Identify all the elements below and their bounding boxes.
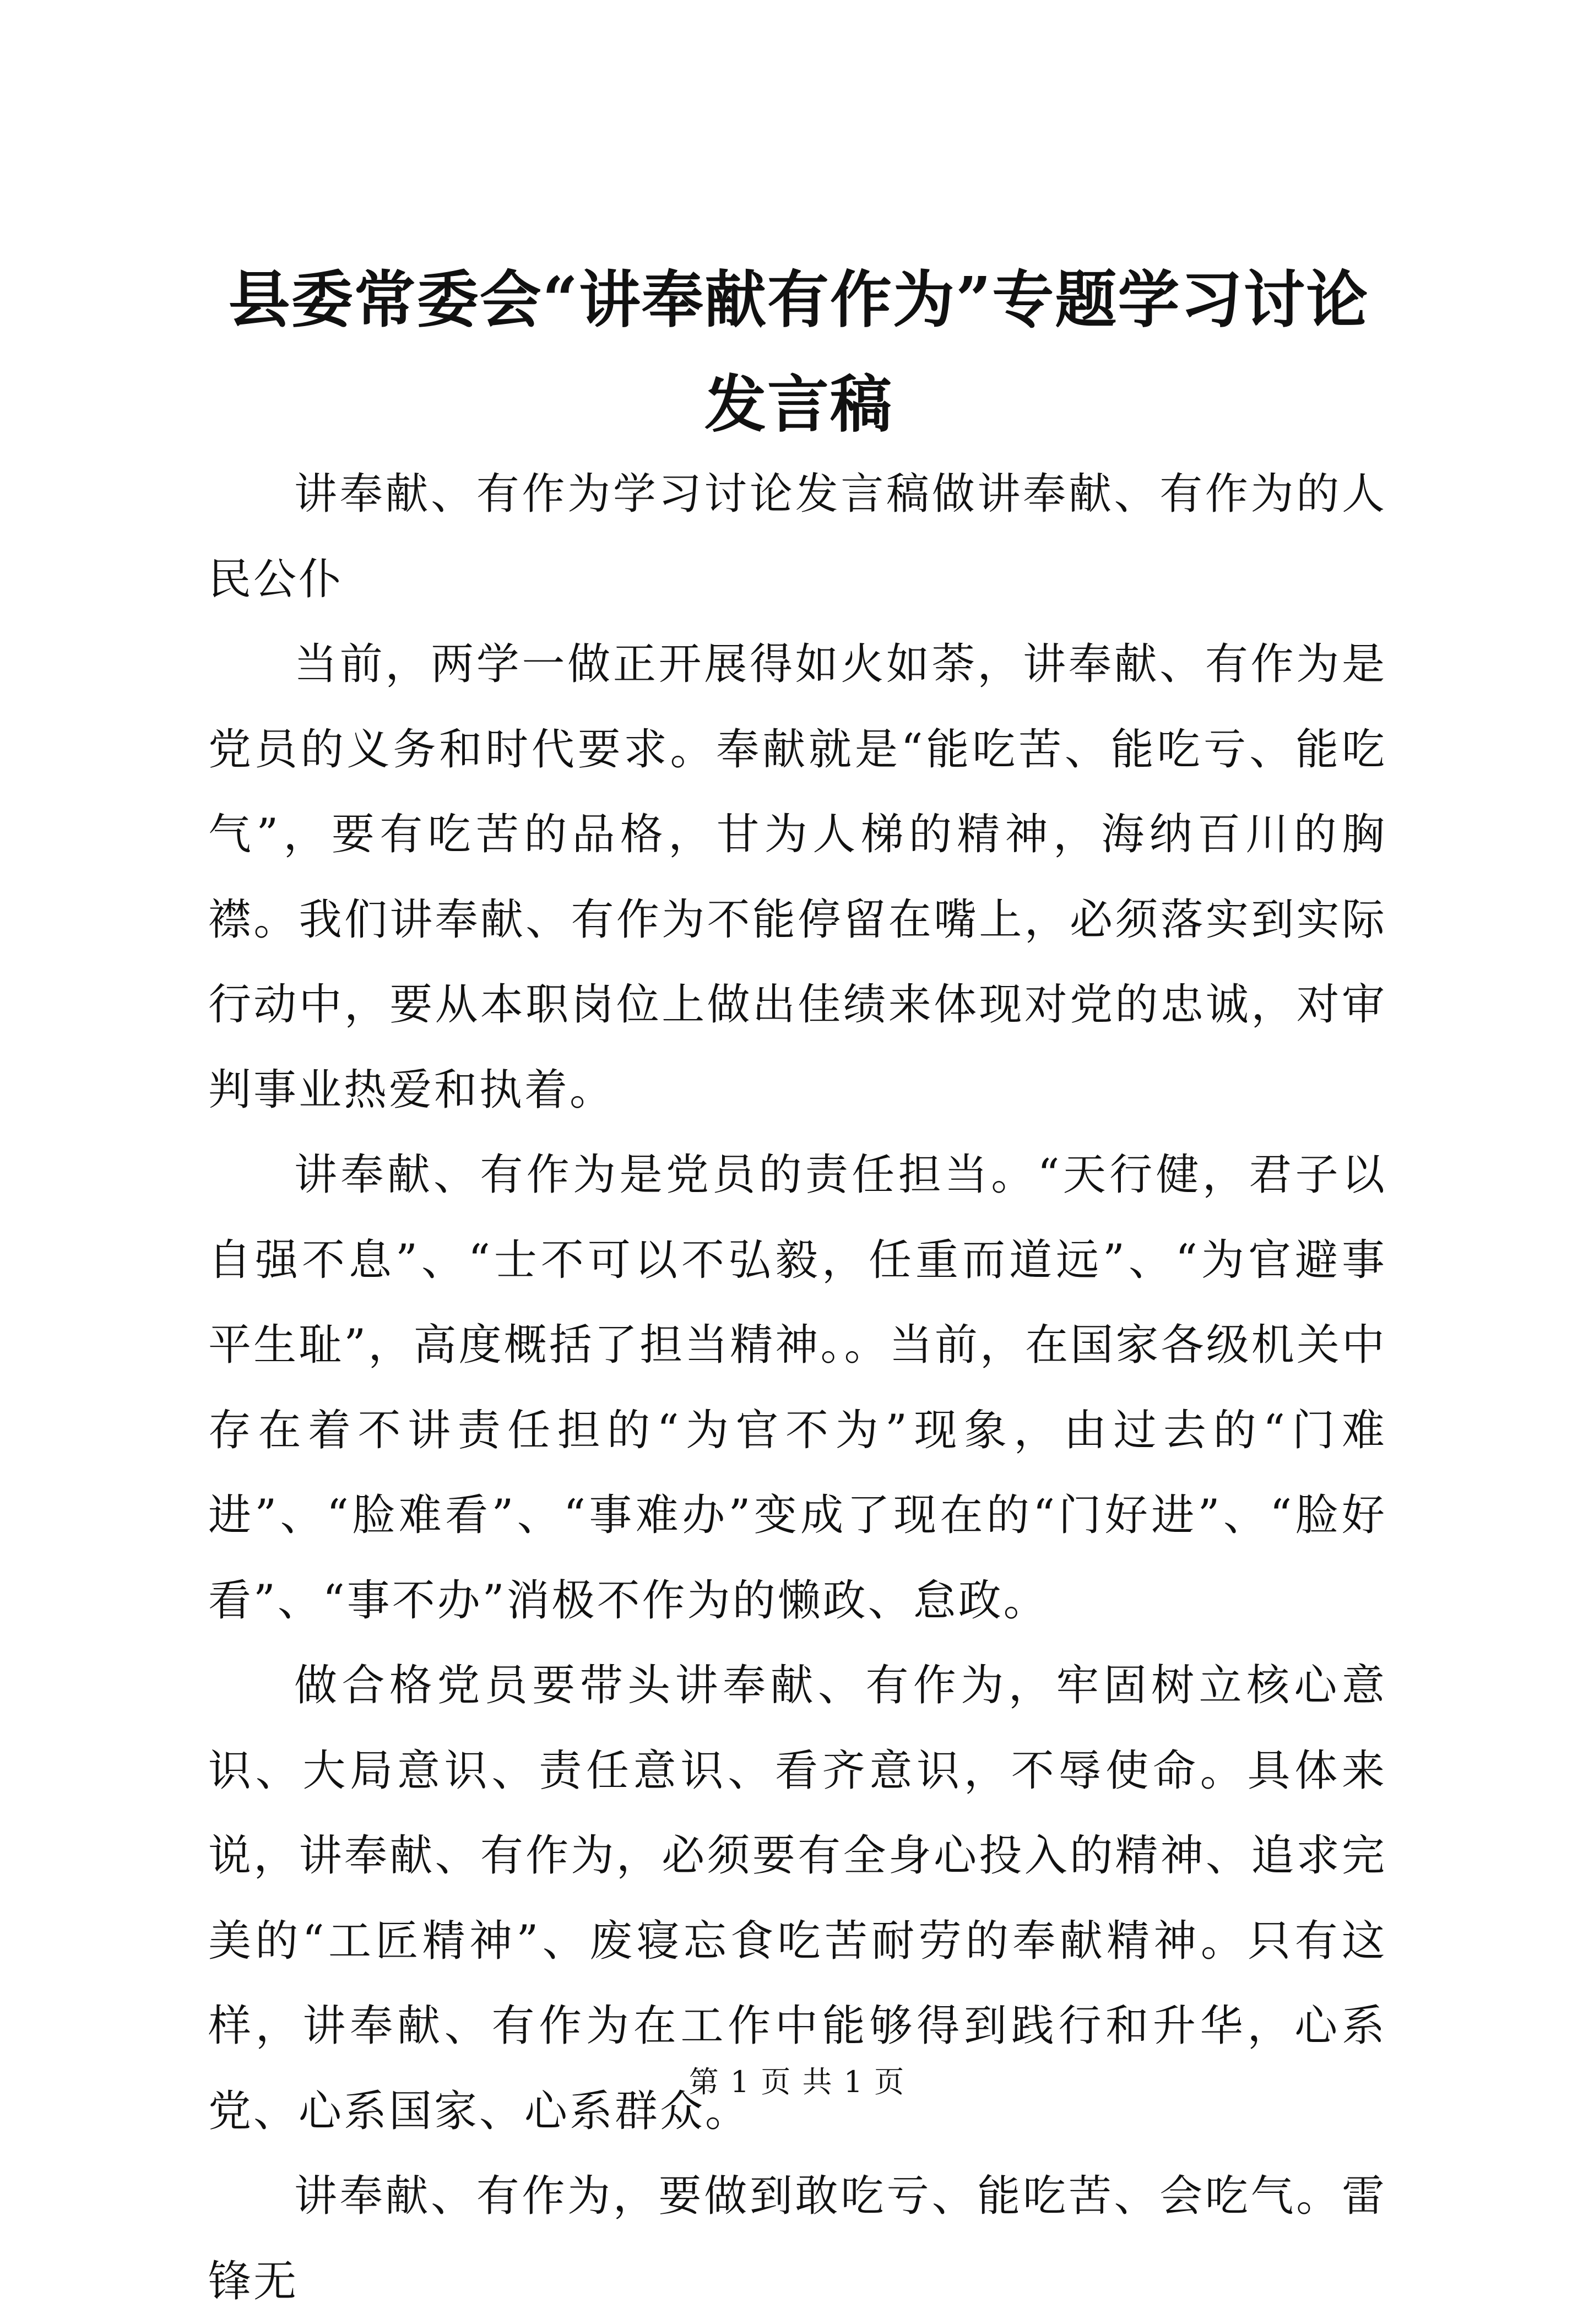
paragraph: 讲奉献、有作为学习讨论发言稿做讲奉献、有作为的人民公仆	[208, 469, 1387, 604]
paragraph: 讲奉献、有作为，要做到敢吃亏、能吃苦、会吃气。雷锋无	[208, 2171, 1387, 2306]
paragraph: 做合格党员要带头讲奉献、有作为，牢固树立核心意识、大局意识、责任意识、看齐意识，不辱使命。具体来说，讲奉献、有作为，必须要有全身心投入的精神、追求完美的“工匠精神”、废寝忘食吃苦耐劳的奉献精神。只有这样，讲奉献、有作为在工作中能够得到践行和升华，心系党、心系国家、心系群众。	[208, 1661, 1387, 2136]
page-footer: 第 1 页 共 1 页	[688, 2065, 906, 2099]
paragraph: 讲奉献、有作为是党员的责任担当。“天行健，君子以自强不息”、“士不可以不弘毅，任重而道远”、“为官避事平生耻”，高度概括了担当精神。。当前，在国家各级机关中存在着不讲责任担的“为官不为”现象，由过去的“门难进”、“脸难看”、“事难办”变成了现在的“门好进”、“脸好看”、“事不办”消极不作为的懒政、怠政。	[208, 1150, 1387, 1626]
document-body	[208, 452, 1387, 2324]
paragraph: 当前，两学一做正开展得如火如荼，讲奉献、有作为是党员的义务和时代要求。奉献就是“能吃苦、能吃亏、能吃气”，要有吃苦的品格，甘为人梯的精神，海纳百川的胸襟。我们讲奉献、有作为不能停留在嘴上，必须落实到实际行动中，要从本职岗位上做出佳绩来体现对党的忠诚，对审判事业热爱和执着。	[208, 640, 1387, 1115]
document-title: 县委常委会“讲奉献有作为”专题学习讨论发言稿	[228, 264, 1369, 441]
